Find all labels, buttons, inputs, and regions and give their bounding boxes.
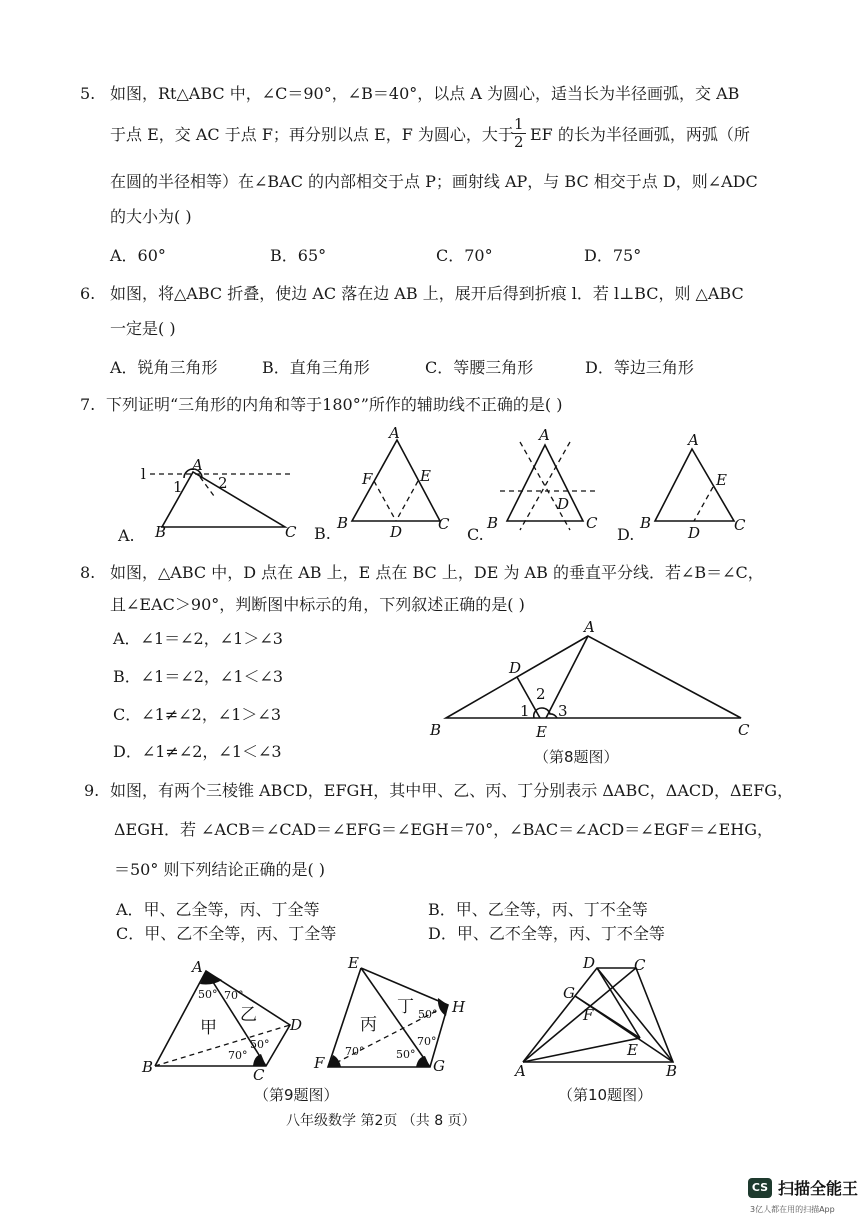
svg-text:B: B bbox=[142, 1058, 154, 1076]
svg-text:A: A bbox=[539, 426, 550, 444]
svg-text:C: C bbox=[734, 516, 746, 534]
q8-line1: 如图，△ABC 中，D 点在 AB 上，E 点在 BC 上，DE 为 AB 的垂直平分线．若∠B＝∠C， bbox=[110, 563, 764, 582]
q9-option-b: B．甲、乙全等，丙、丁不全等 bbox=[428, 900, 648, 919]
svg-text:C: C bbox=[253, 1066, 265, 1084]
svg-text:1: 1 bbox=[173, 478, 183, 496]
q9-angle-c70: 70° bbox=[228, 1049, 248, 1062]
svg-text:B: B bbox=[640, 514, 652, 532]
q5-option-b: B．65° bbox=[270, 246, 327, 265]
q5-line1: 如图，Rt△ABC 中，∠C＝90°，∠B＝40°，以点 A 为圆心，适当长为半径画弧，交 AB bbox=[110, 84, 740, 103]
q9-option-d: D．甲、乙不全等，丙、丁不全等 bbox=[428, 924, 665, 943]
q5-option-d: D．75° bbox=[584, 246, 642, 265]
q9-label-yi: 乙 bbox=[240, 1005, 257, 1025]
q7-line1: 下列证明“三角形的内角和等于180°”所作的辅助线不正确的是( ) bbox=[106, 395, 563, 414]
svg-text:F: F bbox=[314, 1054, 325, 1072]
q6-line2: 一定是( ) bbox=[110, 319, 176, 338]
svg-text:C: C bbox=[738, 721, 750, 739]
svg-text:A: A bbox=[515, 1062, 526, 1080]
scanner-badge: CS bbox=[748, 1178, 772, 1198]
q7-number: 7. bbox=[80, 395, 96, 414]
svg-text:A: A bbox=[688, 431, 699, 449]
q8-option-d: D．∠1≠∠2，∠1＜∠3 bbox=[113, 742, 282, 761]
svg-text:G: G bbox=[563, 984, 575, 1002]
svg-text:D: D bbox=[509, 659, 522, 677]
q9-line2: ΔEGH．若 ∠ACB＝∠CAD＝∠EFG＝∠EGH＝70°，∠BAC＝∠ACD＝∠EGF＝∠EHG， bbox=[114, 820, 773, 839]
svg-text:B: B bbox=[337, 514, 349, 532]
svg-text:E: E bbox=[348, 954, 359, 972]
svg-text:D: D bbox=[688, 524, 701, 542]
svg-text:A: A bbox=[389, 424, 400, 442]
q9-line3: ＝50° 则下列结论正确的是( ) bbox=[114, 860, 326, 879]
q9-label-ding: 丁 bbox=[397, 997, 414, 1017]
svg-text:B: B bbox=[666, 1062, 678, 1080]
q9-caption: （第9题图） bbox=[254, 1086, 339, 1104]
q9-number: 9. bbox=[84, 781, 100, 800]
q8-line2: 且∠EAC＞90°，判断图中标示的角，下列叙述正确的是( ) bbox=[110, 595, 525, 614]
svg-text:B: B bbox=[430, 721, 442, 739]
q5-line3: 在圆的半径相等）在∠BAC 的内部相交于点 P；画射线 AP，与 BC 相交于点 D，则∠ADC bbox=[110, 172, 758, 191]
q9-angle-h50: 50° bbox=[418, 1008, 438, 1021]
q7-label-d: D. bbox=[617, 525, 635, 544]
q10-caption: （第10题图） bbox=[558, 1086, 653, 1104]
q8-option-a: A．∠1＝∠2，∠1＞∠3 bbox=[113, 629, 283, 648]
q9-angle-g70: 70° bbox=[417, 1035, 437, 1048]
page-footer: 八年级数学 第2页 （共 8 页） bbox=[286, 1113, 476, 1129]
q9-option-a: A．甲、乙全等，丙、丁全等 bbox=[116, 900, 320, 919]
svg-text:E: E bbox=[716, 471, 727, 489]
scanner-tagline: 3亿人都在用的扫描App bbox=[750, 1205, 835, 1214]
q5-line2b: EF 的长为半径画弧，两弧（所 bbox=[530, 125, 750, 144]
q9-angle-a50: 50° bbox=[198, 988, 218, 1001]
q5-frac-num: 1 bbox=[514, 115, 524, 133]
svg-text:B: B bbox=[155, 523, 167, 541]
q6-option-b: B．直角三角形 bbox=[262, 358, 370, 377]
svg-text:B: B bbox=[487, 514, 499, 532]
q7-label-a: A. bbox=[118, 526, 135, 545]
q5-number: 5. bbox=[80, 84, 96, 103]
q9-line1: 如图，有两个三棱锥 ABCD，EFGH，其中甲、乙、丙、丁分别表示 ΔABC，ΔACD，ΔEFG， bbox=[110, 781, 794, 800]
svg-text:3: 3 bbox=[558, 702, 568, 720]
svg-text:F: F bbox=[583, 1006, 594, 1024]
svg-text:D: D bbox=[390, 523, 403, 541]
svg-text:A: A bbox=[584, 618, 595, 636]
svg-text:C: C bbox=[438, 515, 450, 533]
svg-text:E: E bbox=[536, 723, 547, 741]
svg-text:H: H bbox=[452, 998, 466, 1016]
scanner-name: 扫描全能王 bbox=[778, 1179, 859, 1198]
svg-text:E: E bbox=[420, 467, 431, 485]
q9-angle-a70: 70° bbox=[224, 989, 244, 1002]
svg-text:F: F bbox=[362, 470, 373, 488]
q5-frac-den: 2 bbox=[514, 133, 524, 151]
svg-text:1: 1 bbox=[520, 702, 530, 720]
q8-option-c: C．∠1≠∠2，∠1＞∠3 bbox=[113, 705, 281, 724]
svg-text:D: D bbox=[290, 1016, 303, 1034]
q6-number: 6. bbox=[80, 284, 96, 303]
q6-option-d: D．等边三角形 bbox=[585, 358, 694, 377]
svg-text:C: C bbox=[285, 523, 297, 541]
q9-label-bing: 丙 bbox=[360, 1015, 377, 1035]
q9-option-c: C．甲、乙不全等，丙、丁全等 bbox=[116, 924, 337, 943]
q9-angle-f70: 70° bbox=[345, 1045, 365, 1058]
q8-option-b: B．∠1＝∠2，∠1＜∠3 bbox=[113, 667, 284, 686]
q6-line1: 如图，将△ABC 折叠，使边 AC 落在边 AB 上，展开后得到折痕 l．若 l⊥BC，则 △ABC bbox=[110, 284, 744, 303]
q5-line2a: 于点 E，交 AC 于点 F；再分别以点 E，F 为圆心，大于 bbox=[110, 125, 514, 144]
q6-option-c: C．等腰三角形 bbox=[425, 358, 534, 377]
q5-option-c: C．70° bbox=[436, 246, 493, 265]
svg-text:E: E bbox=[627, 1041, 638, 1059]
q8-caption: （第8题图） bbox=[534, 748, 619, 766]
q5-line4: 的大小为( ) bbox=[110, 207, 192, 226]
q7-label-b: B. bbox=[314, 524, 331, 543]
svg-text:l: l bbox=[141, 465, 146, 483]
svg-text:A: A bbox=[192, 958, 203, 976]
scanner-logo bbox=[748, 1176, 858, 1199]
q9-label-jia: 甲 bbox=[200, 1018, 217, 1038]
svg-text:C: C bbox=[586, 514, 598, 532]
svg-text:A: A bbox=[192, 456, 203, 474]
q9-angle-c50: 50° bbox=[250, 1038, 270, 1051]
svg-text:G: G bbox=[433, 1057, 445, 1075]
q7-label-c: C. bbox=[467, 525, 484, 544]
svg-text:C: C bbox=[634, 956, 646, 974]
svg-text:2: 2 bbox=[536, 685, 546, 703]
svg-text:2: 2 bbox=[218, 474, 228, 492]
svg-text:D: D bbox=[557, 495, 570, 513]
q8-number: 8. bbox=[80, 563, 96, 582]
q6-option-a: A．锐角三角形 bbox=[110, 358, 218, 377]
svg-text:D: D bbox=[583, 954, 596, 972]
q9-angle-g50: 50° bbox=[396, 1048, 416, 1061]
q5-option-a: A．60° bbox=[110, 246, 166, 265]
